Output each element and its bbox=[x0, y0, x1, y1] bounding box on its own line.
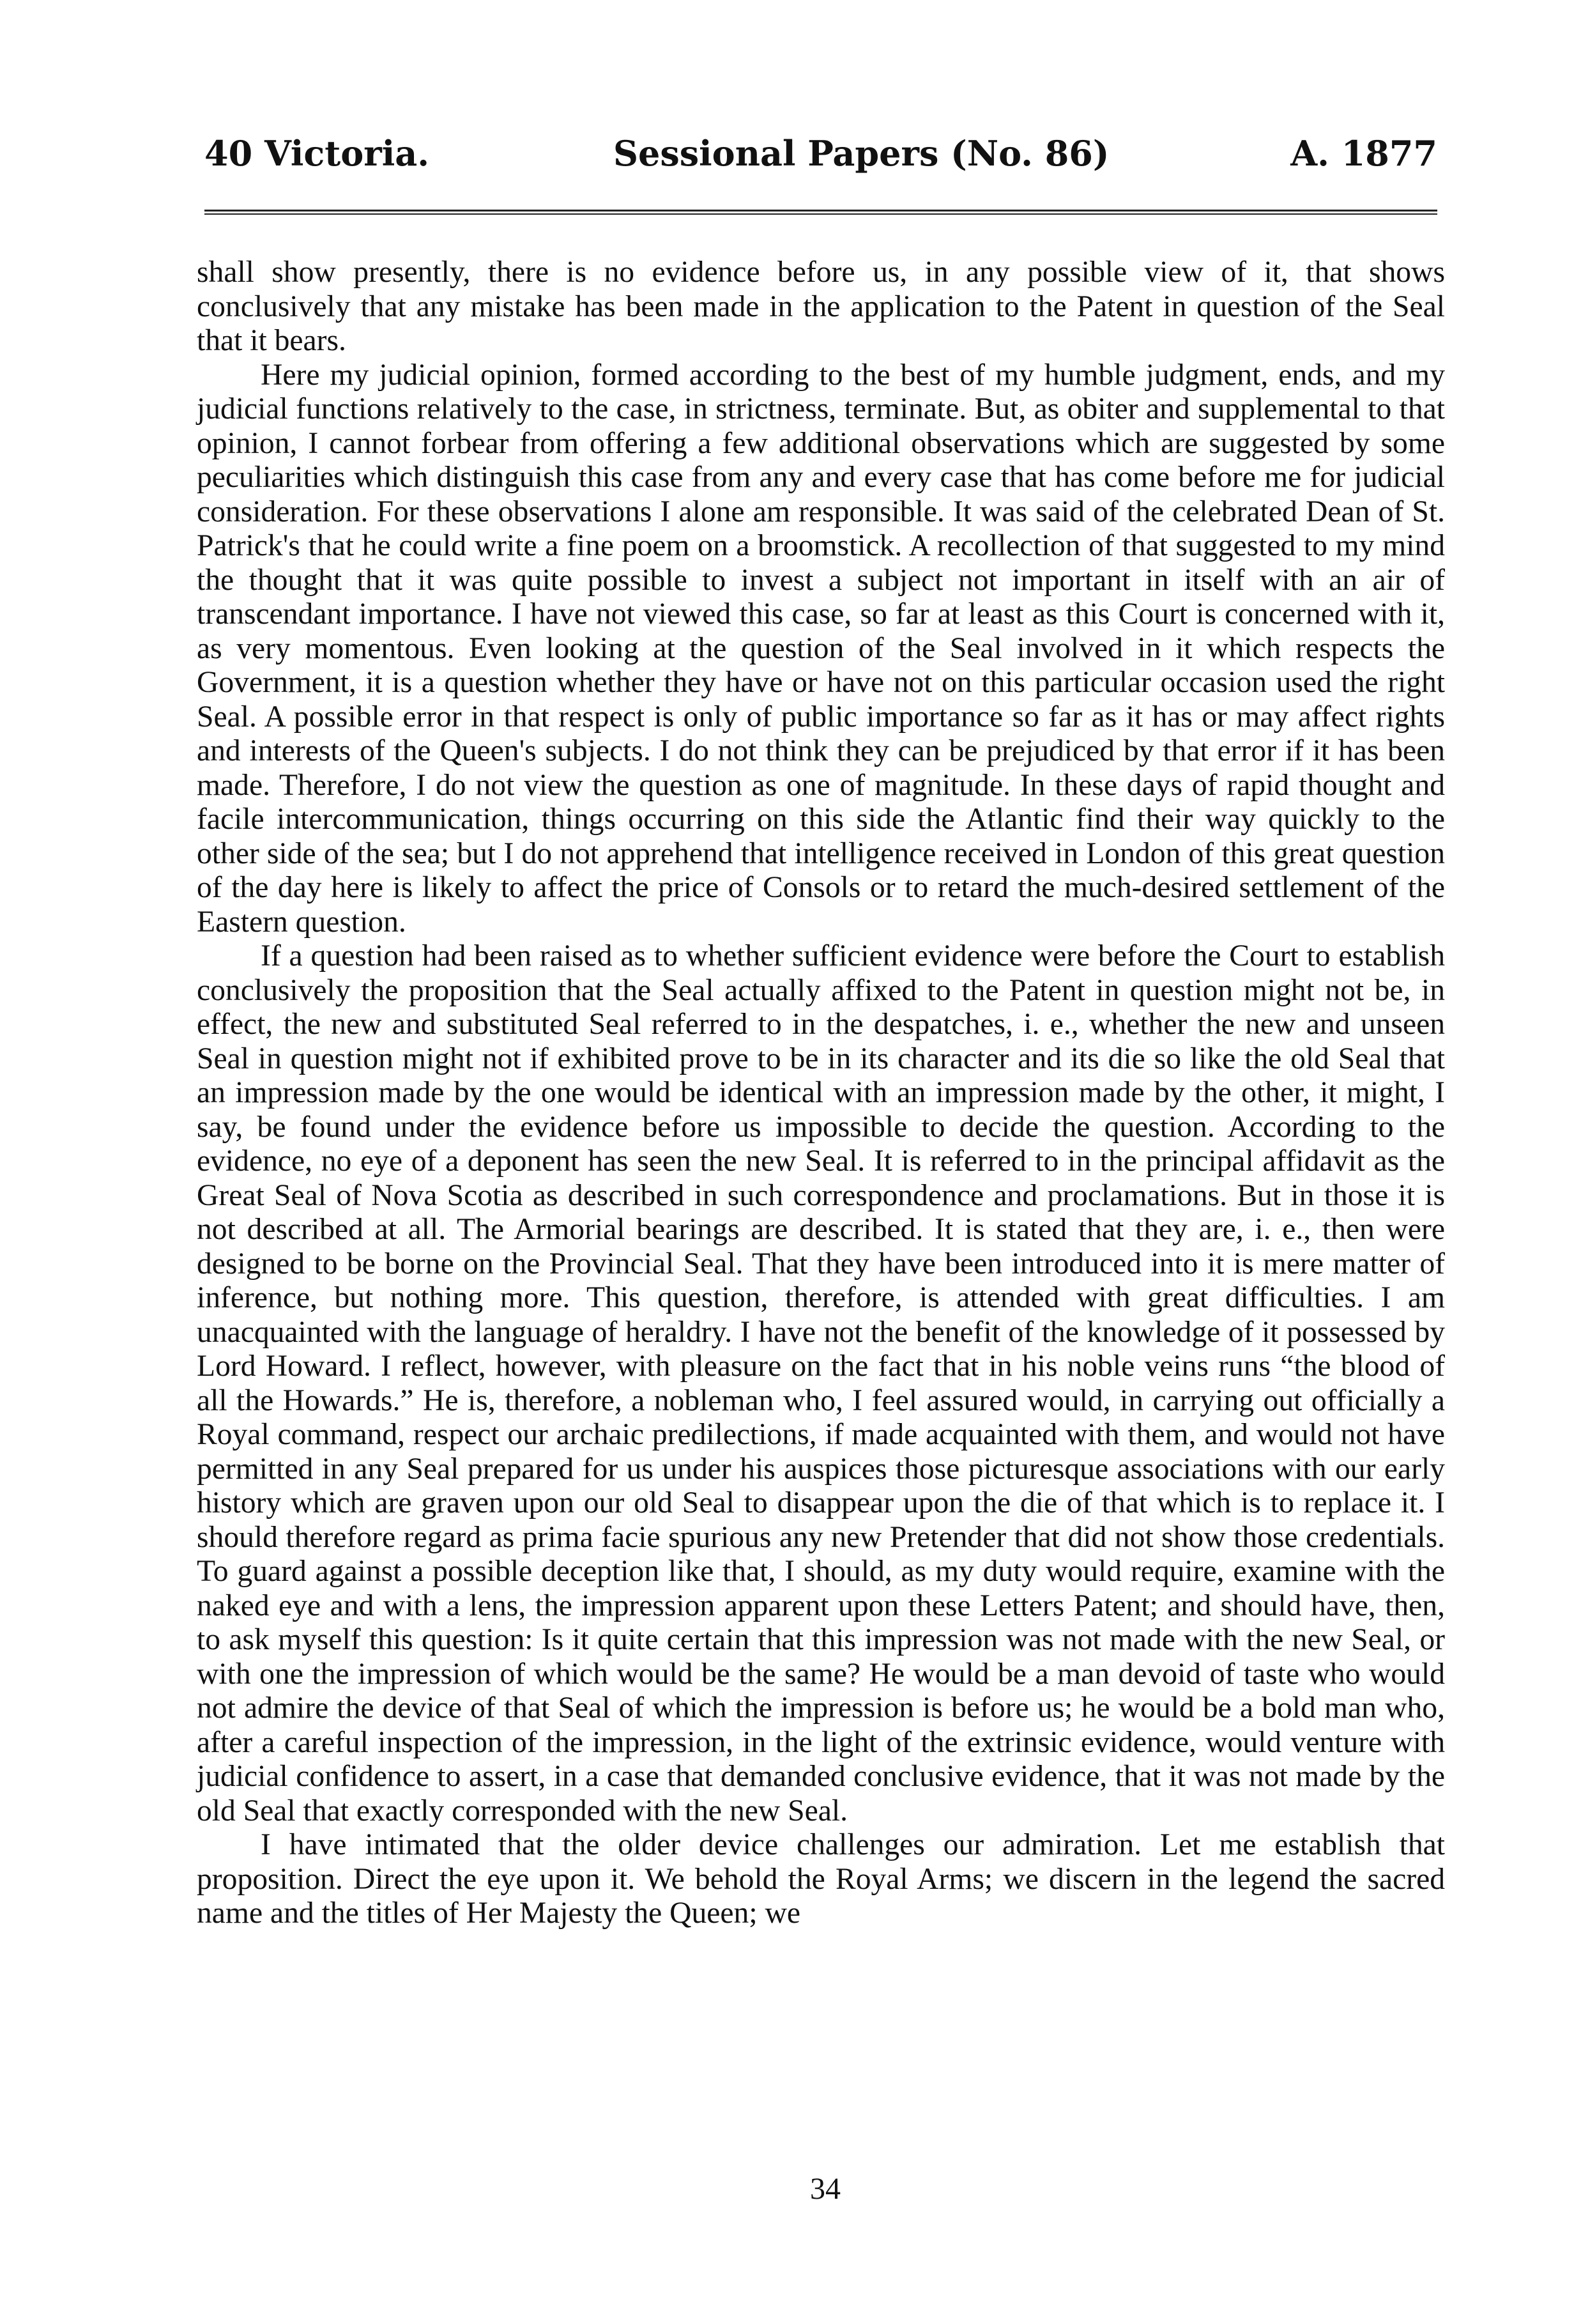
main-text bbox=[197, 256, 1445, 1931]
running-header bbox=[204, 128, 1437, 179]
page-number: 34 bbox=[810, 2172, 841, 2206]
header-volume: 40 Victoria. bbox=[204, 133, 430, 174]
header-rule bbox=[204, 210, 1437, 215]
header-year: A. 1877 bbox=[1290, 133, 1437, 174]
paragraph: If a question had been raised as to whether sufficient evidence were before the Court to establish conclusively the proposition that the Seal actually affixed to the Patent in question might not be, in effect, the new and substituted Seal referred to in the despatches, i. e., whether the new and unseen Seal in question might not if exhibited prove to be in its character and its die so like the old Seal that an impression made by the one would be identical with an impression made by the other, it might, I say, be found under the evidence before us impossible to decide the question. According to the evidence, no eye of a deponent has seen the new Seal. It is referred to in the principal affidavit as the Great Seal of Nova Scotia as described in such correspondence and proclamations. But in those it is not described at all. The Armorial bearings are described. It is stated that they are, i. e., then were designed to be borne on the Provincial Seal. That they have been introduced into it is mere matter of inference, but nothing more. This question, therefore, is attended with great difficulties. I am unacquainted with the language of heraldry. I have not the benefit of the knowledge of it possessed by Lord Howard. I reflect, however, with pleasure on the fact that in his noble veins runs “the blood of all the Howards.” He is, therefore, a nobleman who, I feel assured would, in carrying out officially a Royal command, respect our archaic predilections, if made acquainted with them, and would not have permitted in any Seal prepared for us under his auspices those picturesque associations with our early history which are graven upon our old Seal to disappear upon the die of that which is to replace it. I should therefore regard as prima facie spurious any new Pretender that did not show those credentials. To guard against a possible deception like that, I should, as my duty would require, examine with the naked eye and with a lens, the impression apparent upon these Letters Patent; and should have, then, to ask myself this question: Is it quite certain that this impression was not made with the new Seal, or with one the impression of which would be the same? He would be a man devoid of taste who would not admire the device of that Seal of which the impression is before us; he would be a bold man who, after a careful inspection of the impression, in the light of the extrinsic evidence, would venture with judicial confidence to assert, in a case that demanded conclusive evidence, that it was not made by the old Seal that exactly corresponded with the new Seal. bbox=[197, 939, 1445, 1828]
paragraph: shall show presently, there is no evidence before us, in any possible view of it, that shows conclusively that any mistake has been made in the application to the Patent in question of the Seal that it bears. bbox=[197, 256, 1445, 357]
header-series: Sessional Papers (No. 86) bbox=[613, 133, 1110, 174]
paragraph: Here my judicial opinion, formed according to the best of my humble judgment, ends, and my judicial functions relatively to the case, in strictness, terminate. But, as obiter and supplemental to that opinion, I cannot forbear from offering a few additional observations which are suggested by some peculiarities which distinguish this case from any and every case that has come before me for judicial consideration. For these observations I alone am responsible. It was said of the celebrated Dean of St. Patrick's that he could write a fine poem on a broomstick. A recollection of that suggested to my mind the thought that it was quite possible to invest a subject not important in itself with an air of transcendant importance. I have not viewed this case, so far at least as this Court is concerned with it, as very momentous. Even looking at the question of the Seal involved in it which respects the Government, it is a question whether they have or have not on this particular occasion used the right Seal. A possible error in that respect is only of public importance so far as it has or may affect rights and interests of the Queen's subjects. I do not think they can be prejudiced by that error if it has been made. Therefore, I do not view the question as one of magnitude. In these days of rapid thought and facile intercommunication, things occurring on this side the Atlantic find their way quickly to the other side of the sea; but I do not apprehend that intelligence received in London of this great question of the day here is likely to affect the price of Consols or to retard the much-desired settlement of the Eastern question. bbox=[197, 358, 1445, 939]
paragraph: I have intimated that the older device challenges our admiration. Let me establish that proposition. Direct the eye upon it. We behold the Royal Arms; we discern in the legend the sacred name and the titles of Her Majesty the Queen; we bbox=[197, 1828, 1445, 1930]
